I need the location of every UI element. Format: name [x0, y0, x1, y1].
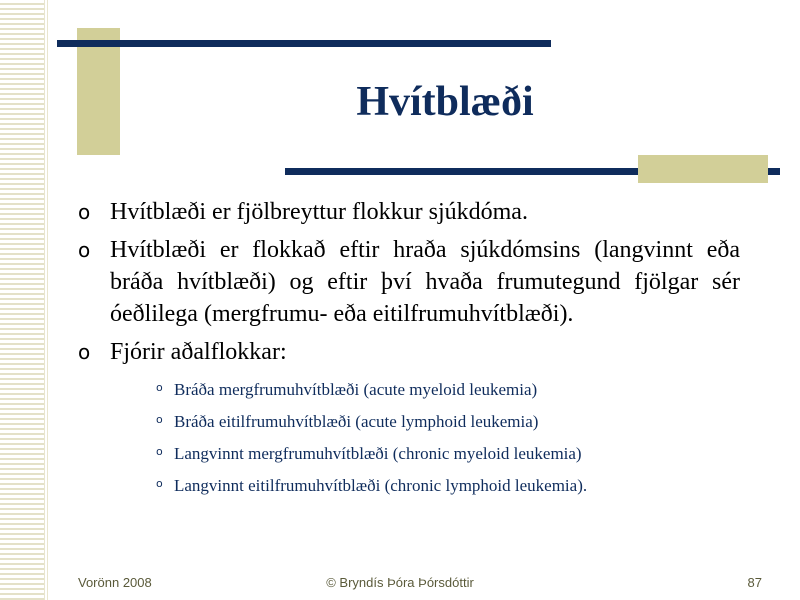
footer-author: © Bryndís Þóra Þórsdóttir — [326, 575, 474, 590]
bullet-marker-icon: o — [78, 238, 91, 262]
footer-page-number: 87 — [747, 575, 762, 590]
sub-bullet-marker-icon: o — [156, 413, 163, 426]
sub-bullet-text: Bráða eitilfrumuhvítblæði (acute lymphoid leukemia) — [174, 412, 539, 431]
sub-bullet-item — [156, 470, 740, 502]
sub-bullet-item — [156, 438, 740, 470]
bullet-marker-icon: o — [78, 340, 91, 364]
footer-date: Vorönn 2008 — [78, 575, 152, 590]
bullet-marker-icon: o — [78, 200, 91, 224]
sub-bullet-text: Langvinnt mergfrumuhvítblæði (chronic myeloid leukemia) — [174, 444, 582, 463]
slide-title: Hvítblæði — [356, 79, 534, 125]
decorative-stripes — [0, 0, 50, 600]
sub-bullet-marker-icon: o — [156, 381, 163, 394]
slide-content — [78, 196, 740, 502]
bullet-item — [78, 196, 740, 228]
sub-bullet-list — [78, 374, 740, 502]
bullet-text: Hvítblæði er flokkað eftir hraða sjúkdómsins (langvinnt eða bráða hvítblæði) og eftir því hvaða frumutegund fjölgar sér óeðlilega (mergfrumu- eða eitilfrumuhvítblæði). — [110, 237, 740, 327]
sub-bullet-marker-icon: o — [156, 477, 163, 490]
sub-bullet-text: Langvinnt eitilfrumuhvítblæði (chronic lymphoid leukemia). — [174, 476, 588, 495]
bullet-text: Fjórir aðalflokkar: — [110, 339, 287, 365]
sub-bullet-text: Bráða mergfrumuhvítblæði (acute myeloid leukemia) — [174, 380, 538, 399]
sub-bullet-item — [156, 374, 740, 406]
decor-khaki-block-right — [638, 155, 768, 183]
sub-bullet-marker-icon: o — [156, 445, 163, 458]
bullet-item — [78, 234, 740, 330]
decor-khaki-block-left — [77, 28, 120, 155]
decor-navy-bar-top — [57, 40, 551, 47]
bullet-text: Hvítblæði er fjölbreyttur flokkur sjúkdóma. — [110, 199, 528, 225]
bullet-item — [78, 336, 740, 368]
sub-bullet-item — [156, 406, 740, 438]
